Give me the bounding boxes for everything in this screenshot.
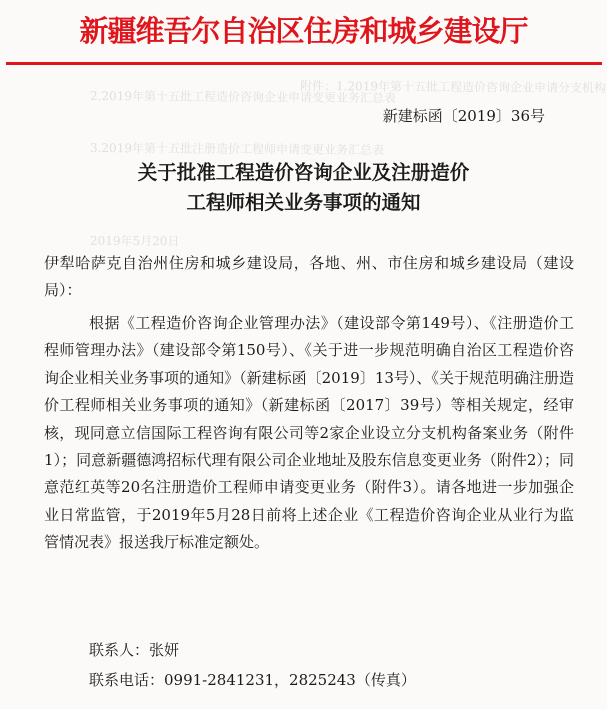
bleed-through-text: 3.2019年第十五批注册造价工程师申请变更业务汇总表 xyxy=(89,140,385,158)
bleed-through-text: 2.2019年第十五批工程造价咨询企业申请变更业务汇总表 xyxy=(89,88,397,106)
document-number: 新建标函〔2019〕36号 xyxy=(382,107,545,125)
title-line-1: 关于批准工程造价咨询企业及注册造价 xyxy=(137,161,470,184)
recipient: 伊犁哈萨克自治州住房和城乡建设局，各地、州、市住房和城乡建设局（建设局）： xyxy=(44,254,574,300)
letterhead-divider xyxy=(6,62,602,65)
document-title xyxy=(0,158,607,218)
bleed-through-text: 2019年5月20日 xyxy=(89,233,180,249)
title-line-2: 工程师相关业务事项的通知 xyxy=(186,191,421,214)
agency-letterhead: 新疆维吾尔自治区住房和城乡建设厅 xyxy=(79,14,528,48)
body-paragraph: 根据《工程造价咨询企业管理办法》（建设部令第149号）、《注册造价工程师管理办法》（建设部令第150号）、《关于进一步规范明确自治区工程造价咨询企业相关业务事项的通知》（新建标函〔2019〕13号）、《关于规范明确注册造价工程师相关业务事项的通知》（新建标函〔2017〕39号）等相关规定，经审核，现同意立信国际工程咨询有限公司等2家企业设立分支机构备案业务（附件1）；同意新疆德鸿招标代理有限公司企业地址及股东信息变更业务（附件2）；同意范红英等20名注册造价工程师申请变更业务（附件3）。请各地进一步加强企业日常监管，于2019年5月28日前将上述企业《工程造价咨询企业从业行为监管情况表》报送我厅标准定额处。 xyxy=(44,314,574,552)
contact-phone: 联系电话：0991-2841231，2825243（传真） xyxy=(89,671,416,689)
bleed-through-text: 附件：1.2019年第十五批工程造价咨询企业申请分支机构 xyxy=(299,78,607,96)
contact-person: 联系人：张妍 xyxy=(89,641,180,659)
